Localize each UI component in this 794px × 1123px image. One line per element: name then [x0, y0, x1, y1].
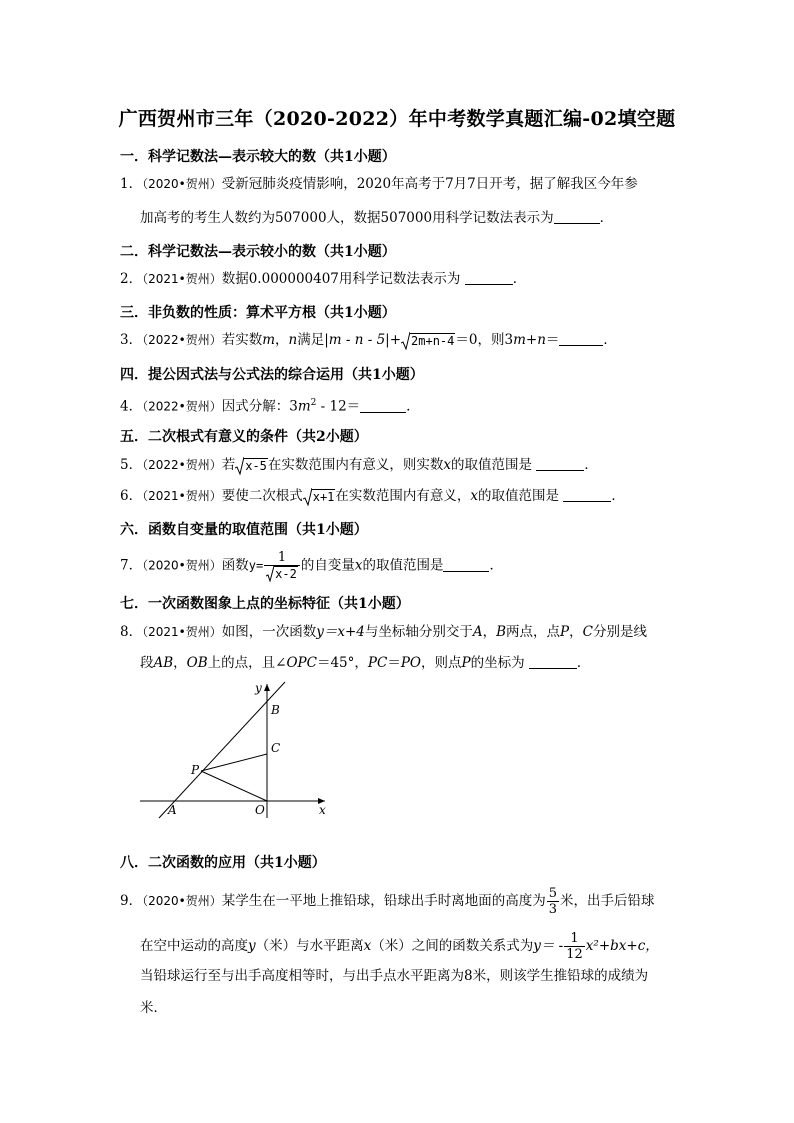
question-9-line-1 [120, 886, 655, 917]
question-8-line-1 [120, 622, 647, 642]
section-heading-8: 八．二次函数的应用（共1小题） [120, 855, 326, 871]
question-text: 若 [221, 457, 236, 473]
sqrt-expression [401, 331, 455, 351]
sqrt-expression [235, 456, 268, 476]
question-text: 如图，一次函数 [221, 624, 317, 640]
expression: m+n [513, 332, 546, 348]
question-text: 加高考的考生人数约为507000人，数据507000用科学记数法表示为 [140, 210, 554, 226]
fraction [547, 886, 559, 917]
answer-blank[interactable] [559, 331, 603, 346]
variable-m: m [262, 332, 276, 348]
question-text: 数据0.000000407用科学记数法表示为 [221, 271, 461, 287]
period: ． [512, 271, 527, 287]
radicand: 2m+n-4 [411, 334, 455, 348]
segment-label: OB [186, 655, 208, 671]
question-number: 9． [120, 893, 143, 909]
point-b-label: B [271, 703, 280, 717]
point-a-label: A [168, 803, 177, 817]
period: ． [603, 332, 617, 348]
point-label: P [461, 655, 471, 671]
question-text: 当铅球运行至与出手高度相等时，与出手点水平距离为8米，则该学生推铅球的成绩为 [140, 968, 649, 984]
point-label: P [560, 624, 570, 640]
section-heading-4: 四．提公因式法与公式法的综合运用（共1小题） [120, 367, 424, 383]
fraction [564, 931, 585, 962]
variable-m: m [297, 398, 311, 415]
question-text: 的取值范围是 [451, 457, 533, 473]
radicand: x+1 [312, 490, 335, 504]
variable-x: x [470, 488, 479, 504]
answer-blank[interactable] [443, 557, 489, 572]
answer-blank[interactable] [529, 654, 577, 669]
segment-po [201, 771, 267, 801]
page-title: 广西贺州市三年（2020-2022）年中考数学真题汇编-02填空题 [118, 108, 676, 130]
radical-sign-icon [266, 566, 274, 582]
section-heading-6: 六．函数自变量的取值范围（共1小题） [120, 522, 368, 538]
question-text: 的自变量 [300, 557, 355, 574]
question-source: （2020•贺州） [142, 177, 222, 191]
variable-x: x [354, 557, 363, 574]
comma: ， [482, 624, 497, 640]
question-text: 某学生在一平地上推铅球，铅球出手时离地面的高度为 [221, 893, 546, 909]
question-9-line-3 [140, 966, 648, 986]
question-text: 的取值范围是 [362, 557, 444, 574]
y-axis-label: y [255, 681, 262, 695]
fraction-denominator: 12 [566, 947, 583, 962]
question-1-line-2 [140, 208, 613, 228]
radicand: x-5 [245, 459, 267, 473]
function-y: y= [248, 558, 264, 573]
period: ． [489, 557, 503, 574]
answer-blank[interactable] [360, 398, 406, 413]
point-label: A [472, 624, 483, 640]
section-heading-2: 二．科学记数法—表示较小的数（共1小题） [120, 244, 396, 260]
question-text: ＝45°， [316, 655, 368, 671]
question-text: 的取值范围是 [478, 488, 560, 504]
period: ． [599, 210, 614, 226]
sqrt-expression [266, 566, 298, 582]
equation-start: y＝ - [533, 938, 564, 954]
question-4 [120, 393, 420, 417]
question-number: 3． [120, 332, 143, 348]
equation-end: x²+bx+c， [585, 938, 659, 954]
question-text: 与坐标轴分别交于 [364, 624, 473, 640]
geometry-figure [135, 678, 335, 823]
question-text: 两点，点 [506, 624, 561, 640]
question-9-line-4 [140, 998, 167, 1018]
variable-n: n [288, 332, 298, 348]
question-text: ，则点 [420, 655, 462, 671]
exponent: 2 [310, 398, 317, 408]
fraction-numerator: 1 [277, 550, 287, 565]
question-text: 米，出手后铅球 [560, 893, 655, 909]
x-axis-label: x [319, 803, 326, 817]
radical-sign-icon [235, 457, 244, 475]
question-6 [120, 486, 625, 507]
sqrt-expression [303, 487, 336, 507]
radical-sign-icon [401, 332, 410, 350]
answer-blank[interactable] [563, 487, 611, 502]
question-number: 2． [120, 271, 143, 287]
question-text: 要使二次根式 [221, 488, 303, 504]
question-5 [120, 455, 598, 476]
period: ． [584, 457, 598, 473]
fraction-numerator: 1 [570, 931, 579, 946]
section-heading-1: 一．科学记数法—表示较大的数（共1小题） [120, 149, 396, 165]
abs-expression: m - n - 5|+ [328, 332, 402, 348]
question-text: 米． [140, 1000, 167, 1016]
question-source: （2021•贺州） [142, 625, 222, 639]
question-text: （米）与水平距离 [255, 938, 364, 954]
question-text: 函数 [221, 557, 249, 574]
comma: ， [275, 332, 289, 348]
segment-label: AB [153, 655, 174, 671]
question-source: （2020•贺州） [142, 558, 222, 573]
fraction-numerator: 5 [548, 886, 557, 901]
segment-label: PO [400, 655, 421, 671]
question-number: 6． [120, 488, 143, 504]
question-text: ＝0，则3 [455, 332, 514, 348]
point-c-label: C [271, 741, 281, 755]
question-number: 7． [120, 557, 143, 574]
point-label: B [496, 624, 507, 640]
question-text: 上的点，且∠ [207, 655, 287, 671]
question-text: （米）之间的函数关系式为 [371, 938, 534, 954]
question-text: 在实数范围内有意义， [335, 488, 471, 504]
radicand: x-2 [275, 567, 297, 581]
question-number: 5． [120, 457, 143, 473]
period: ． [406, 398, 420, 415]
angle-label: OPC [286, 655, 317, 671]
fraction [264, 550, 300, 582]
question-8-line-2 [140, 653, 590, 673]
answer-blank[interactable] [554, 209, 600, 224]
question-number: 8． [120, 624, 143, 640]
question-source: （2020•贺州） [142, 894, 222, 908]
radical-sign-icon [303, 488, 312, 506]
point-p-label: P [191, 763, 200, 777]
question-source: （2021•贺州） [142, 272, 222, 286]
segment-label: PC [367, 655, 388, 671]
question-text: 分别是线 [592, 624, 647, 640]
point-label: C [582, 624, 593, 640]
section-heading-7: 七．一次函数图象上点的坐标特征（共1小题） [120, 596, 410, 612]
variable-x: x [363, 938, 372, 954]
question-text: - 12＝ [316, 398, 361, 415]
section-heading-3: 三．非负数的性质：算术平方根（共1小题） [120, 305, 396, 321]
period: ． [611, 488, 625, 504]
question-9-line-2 [140, 931, 659, 962]
question-source: （2022•贺州） [142, 333, 222, 347]
question-source: （2022•贺州） [142, 458, 222, 472]
question-number: 4． [120, 398, 143, 415]
equals: ＝ [387, 655, 401, 671]
question-text: 若实数 [221, 332, 263, 348]
fraction-denominator: 3 [548, 902, 557, 917]
question-2 [120, 269, 526, 289]
question-text: 段 [140, 655, 154, 671]
period: ． [576, 655, 591, 671]
question-text: 在实数范围内有意义，则实数 [267, 457, 444, 473]
question-text: 受新冠肺炎疫情影响，2020年高考于7月7日开考，据了解我区今年参 [221, 176, 638, 192]
question-text: 因式分解：3 [221, 398, 298, 415]
line-ab [159, 682, 285, 818]
question-1-line-1 [120, 174, 638, 194]
question-7 [120, 550, 503, 582]
question-3 [120, 330, 617, 351]
comma: ， [173, 655, 187, 671]
section-heading-5: 五．二次根式有意义的条件（共2小题） [120, 429, 368, 445]
question-text: 满足| [297, 332, 329, 348]
answer-blank[interactable] [465, 270, 513, 285]
question-number: 1． [120, 176, 143, 192]
question-text: 在空中运动的高度 [140, 938, 248, 954]
point-o-label: O [255, 803, 265, 817]
comma: ， [569, 624, 583, 640]
variable-y: y [248, 938, 256, 954]
equation: y＝x+4 [316, 624, 365, 640]
question-text: 的坐标为 [470, 655, 525, 671]
question-source: （2021•贺州） [142, 489, 222, 503]
equals: ＝ [545, 332, 560, 348]
variable-x: x [443, 457, 452, 473]
answer-blank[interactable] [536, 456, 584, 471]
question-source: （2022•贺州） [142, 399, 222, 414]
fraction-denominator [264, 565, 300, 582]
